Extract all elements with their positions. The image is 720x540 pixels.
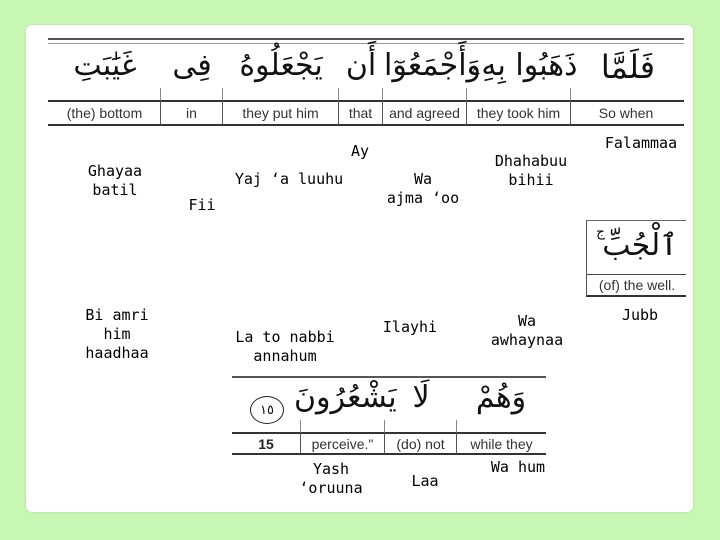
- translit-fii: Fii: [188, 196, 216, 214]
- gloss-while-they: while they: [470, 435, 533, 452]
- verse-number: 15: [258, 435, 274, 452]
- top-arabic-strip: [48, 38, 684, 126]
- translit-ay: Ay: [350, 142, 370, 160]
- bottom-arabic-strip: [232, 374, 546, 456]
- translit-wa-hum: Wa hum: [490, 458, 546, 476]
- verse-end-number: ١٥: [260, 402, 274, 418]
- gloss-in: in: [186, 105, 197, 121]
- gloss-so-when: So when: [598, 105, 654, 121]
- gloss-the-bottom: (the) bottom: [66, 105, 143, 121]
- arabic-word-ghayaabati: غَيَٰبَتِ: [73, 48, 137, 83]
- arabic-word-fii: فِى: [172, 48, 212, 83]
- arabic-word-aljubb: ٱلْجُبِّ: [602, 228, 678, 263]
- pause-mark: ج: [596, 224, 606, 240]
- translit-ghayaabatil: Ghayaa batil: [87, 162, 143, 199]
- translit-wa-awhaynaa: Wa awhaynaa: [490, 312, 564, 349]
- gloss-and-agreed: and agreed: [389, 105, 460, 121]
- arabic-word-yajaluuhu: يَجْعَلُوهُ: [239, 48, 323, 83]
- arabic-word-an: أَن: [345, 48, 377, 83]
- arabic-word-falammaa: فَلَمَّا: [600, 48, 656, 86]
- translit-la-tonabbi-annahum: La to nabbi annahum: [235, 328, 335, 365]
- translit-yajaluuhu: Yaj ‘a luuhu: [234, 170, 344, 188]
- arabic-word-wa-ajmaoo: وَأَجْمَعُوٓا: [384, 48, 482, 83]
- translit-laa: Laa: [411, 472, 439, 490]
- arabic-word-yashuruun: يَشْعُرُونَ: [294, 380, 397, 415]
- verse-end-marker: [250, 396, 284, 424]
- translit-wa-ajmaoo: Wa ajma ‘oo: [386, 170, 460, 207]
- arabic-word-laa: لَا: [412, 380, 430, 415]
- translit-falammaa: Falammaa: [604, 134, 678, 152]
- arabic-word-wa-hum: وَهُمْ: [475, 380, 527, 415]
- arabic-word-dhahabuu-bihii: ذَهَبُوا بِهِۦ: [470, 48, 578, 83]
- gloss-perceive: perceive.": [311, 435, 374, 452]
- gloss-they-put-him: they put him: [242, 105, 319, 121]
- gloss-do-not: (do) not: [396, 435, 445, 452]
- gloss-they-took-him: they took him: [476, 105, 561, 121]
- translit-dhahabuu-bihii: Dhahabuu bihii: [494, 152, 568, 189]
- translit-bi-amrihim-haadhaa: Bi amri him haadhaa: [85, 306, 149, 362]
- translit-ilayhi: Ilayhi: [382, 318, 438, 336]
- gloss-of-the-well: (of) the well.: [598, 277, 676, 293]
- translit-jubb: Jubb: [621, 306, 659, 324]
- gloss-that: that: [348, 105, 373, 121]
- translit-yashuruuna: Yash ‘oruuna: [299, 460, 363, 497]
- side-arabic-strip: [586, 218, 686, 298]
